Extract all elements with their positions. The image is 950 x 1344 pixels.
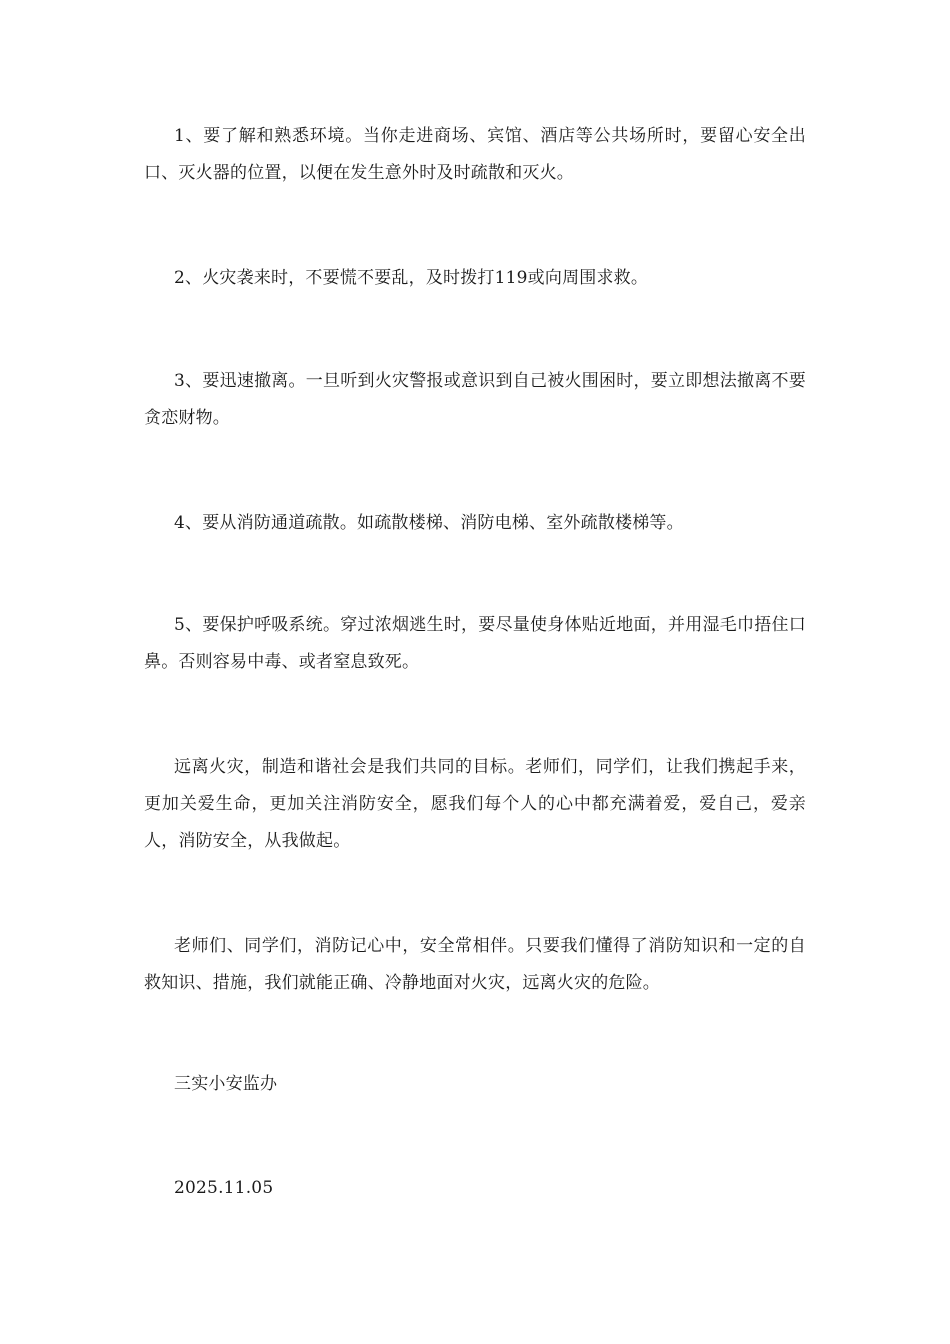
- tip-3-paragraph: 3、要迅速撤离。一旦听到火灾警报或意识到自己被火围困时，要立即想法撤离不要贪恋财物。: [144, 371, 806, 428]
- tip-4-paragraph: 4、要从消防通道疏散。如疏散楼梯、消防电梯、室外疏散楼梯等。: [174, 513, 684, 533]
- tip-2-paragraph: 2、火灾袭来时，不要慌不要乱，及时拨打119或向周围求救。: [174, 268, 649, 288]
- signature: 三实小安监办: [174, 1074, 278, 1094]
- closing-call-paragraph: 远离火灾，制造和谐社会是我们共同的目标。老师们，同学们，让我们携起手来，更加关爱生命，更加关注消防安全，愿我们每个人的心中都充满着爱，爱自己，爱亲人，消防安全，从我做起。: [144, 757, 806, 851]
- document-date: 2025.11.05: [174, 1178, 274, 1198]
- tip-1-paragraph: 1、要了解和熟悉环境。当你走进商场、宾馆、酒店等公共场所时，要留心安全出口、灭火器的位置，以便在发生意外时及时疏散和灭火。: [144, 126, 806, 183]
- tip-5-paragraph: 5、要保护呼吸系统。穿过浓烟逃生时，要尽量使身体贴近地面，并用湿毛巾捂住口鼻。否则容易中毒、或者窒息致死。: [144, 615, 806, 672]
- closing-summary-paragraph: 老师们、同学们，消防记心中，安全常相伴。只要我们懂得了消防知识和一定的自救知识、措施，我们就能正确、冷静地面对火灾，远离火灾的危险。: [144, 936, 806, 993]
